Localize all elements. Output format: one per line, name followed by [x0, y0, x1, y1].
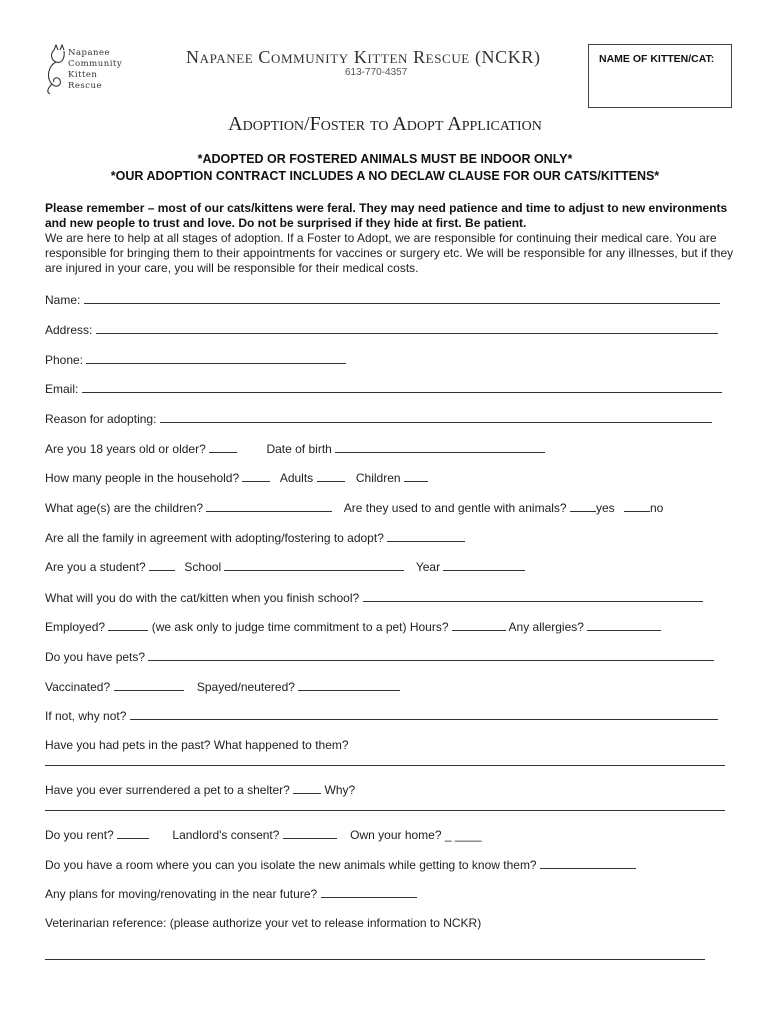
- logo-line: Rescue: [68, 81, 103, 91]
- vaccinated-label: Vaccinated?: [45, 680, 111, 694]
- why-not-field[interactable]: [45, 708, 718, 723]
- finish-school-line[interactable]: [363, 590, 703, 602]
- name-label: Name:: [45, 293, 81, 307]
- cat-logo-icon: [40, 44, 70, 96]
- landlord-line[interactable]: [283, 827, 337, 839]
- student-line[interactable]: [149, 559, 175, 571]
- children-ages-line[interactable]: [206, 500, 332, 512]
- household-row: [45, 470, 428, 485]
- finish-school-field[interactable]: [45, 590, 703, 605]
- isolate-field[interactable]: [45, 857, 636, 872]
- kitten-name-label: NAME OF KITTEN/CAT:: [599, 53, 715, 65]
- housing-row: [45, 827, 482, 842]
- gentle-label: Are they used to and gentle with animals?: [343, 501, 567, 515]
- children-ages-label: What age(s) are the children?: [45, 501, 204, 515]
- allergies-line[interactable]: [587, 619, 661, 631]
- moving-line[interactable]: [321, 886, 417, 898]
- reason-field[interactable]: [45, 411, 712, 426]
- have-pets-label: Do you have pets?: [45, 650, 146, 664]
- why-not-label: If not, why not?: [45, 709, 127, 723]
- no-line-ext[interactable]: [624, 500, 650, 512]
- pet-health-row: [45, 679, 400, 694]
- dob-line[interactable]: [335, 441, 545, 453]
- year-label: Year: [415, 560, 441, 574]
- hours-label: (we ask only to judge time commitment to a pet) Hours?: [151, 620, 449, 634]
- adults-line[interactable]: [317, 470, 345, 482]
- age18-label: Are you 18 years old or older?: [45, 442, 206, 456]
- name-line[interactable]: [84, 292, 720, 304]
- rent-line[interactable]: [117, 827, 149, 839]
- family-agree-line[interactable]: [387, 530, 465, 542]
- children-line[interactable]: [404, 470, 428, 482]
- why-label: Why?: [324, 783, 356, 797]
- page-title: Adoption/Foster to Adopt Application: [228, 113, 542, 135]
- nckr-logo: [40, 44, 140, 94]
- school-label: School: [184, 560, 222, 574]
- indoor-notice: *ADOPTED OR FOSTERED ANIMALS MUST BE INDOOR ONLY*: [197, 152, 573, 166]
- have-pets-line[interactable]: [148, 649, 714, 661]
- own-home-label: Own your home?: [350, 828, 442, 842]
- school-line[interactable]: [224, 559, 404, 571]
- intro-normal: We are here to help at all stages of adoption. If a Foster to Adopt, we are responsible for continuing their medical care. You are responsible for bringing them to their appointments for vaccines or surgery etc. We will be responsible for any illnesses, but if they are injured in your care, you will be responsible for their medical costs.: [45, 231, 734, 275]
- hours-line[interactable]: [452, 619, 506, 631]
- phone-field[interactable]: [45, 352, 346, 367]
- student-label: Are you a student?: [45, 560, 146, 574]
- past-pets-line[interactable]: [45, 765, 725, 766]
- past-pets-label: Have you had pets in the past? What happened to them?: [45, 738, 349, 752]
- children-label: Children: [355, 471, 401, 485]
- reason-line[interactable]: [160, 411, 712, 423]
- spayed-line[interactable]: [298, 679, 400, 691]
- household-label: How many people in the household?: [45, 471, 240, 485]
- allergies-label: Any allergies?: [508, 620, 584, 634]
- email-field[interactable]: [45, 381, 722, 396]
- yes-line[interactable]: [570, 500, 596, 512]
- address-line[interactable]: [96, 322, 718, 334]
- surrendered-row: [45, 782, 355, 797]
- employed-row: [45, 619, 661, 634]
- intro-paragraph: [45, 201, 735, 276]
- children-ages-row: [45, 500, 663, 515]
- logo-line: Napanee: [68, 48, 111, 58]
- phone-line[interactable]: [86, 352, 346, 364]
- isolate-line[interactable]: [540, 857, 636, 869]
- email-label: Email:: [45, 382, 79, 396]
- why-not-line[interactable]: [130, 708, 718, 720]
- intro-bold: Please remember – most of our cats/kittens were feral. They may need patience and time to adjust to new environments and new people to trust and love. Do not be surprised if they hide at first. Be patient.: [45, 201, 728, 230]
- logo-text: [68, 48, 122, 92]
- landlord-label: Landlord's consent?: [172, 828, 280, 842]
- family-agree-field[interactable]: [45, 530, 465, 545]
- year-line[interactable]: [443, 559, 525, 571]
- have-pets-field[interactable]: [45, 649, 714, 664]
- employed-line[interactable]: [108, 619, 148, 631]
- age18-line[interactable]: [209, 441, 237, 453]
- logo-line: Community: [68, 59, 123, 69]
- surrendered-why-line[interactable]: [45, 810, 725, 811]
- rent-label: Do you rent?: [45, 828, 114, 842]
- vet-reference-line[interactable]: [45, 959, 705, 960]
- surrendered-line[interactable]: [293, 782, 321, 794]
- finish-school-label: What will you do with the cat/kitten when you finish school?: [45, 591, 360, 605]
- vaccinated-line[interactable]: [114, 679, 184, 691]
- dob-label: Date of birth: [266, 442, 332, 456]
- email-line[interactable]: [82, 381, 722, 393]
- moving-field[interactable]: [45, 886, 417, 901]
- address-label: Address:: [45, 323, 93, 337]
- spayed-label: Spayed/neutered?: [196, 680, 295, 694]
- no-label: no: [649, 501, 664, 515]
- address-field[interactable]: [45, 322, 718, 337]
- yes-label: yes: [595, 501, 615, 515]
- moving-label: Any plans for moving/renovating in the near future?: [45, 887, 318, 901]
- employed-label: Employed?: [45, 620, 106, 634]
- household-line[interactable]: [242, 470, 270, 482]
- surrendered-label: Have you ever surrendered a pet to a shelter?: [45, 783, 290, 797]
- adults-label: Adults: [279, 471, 314, 485]
- family-agree-label: Are all the family in agreement with adopting/fostering to adopt?: [45, 531, 384, 545]
- age-row: [45, 441, 545, 456]
- kitten-name-box[interactable]: [588, 44, 732, 108]
- student-row: [45, 559, 525, 574]
- org-name: Napanee Community Kitten Rescue (NCKR): [186, 47, 541, 67]
- reason-label: Reason for adopting:: [45, 412, 157, 426]
- own-home-line[interactable]: _ ____: [444, 828, 482, 842]
- org-phone: 613-770-4357: [345, 67, 408, 78]
- isolate-label: Do you have a room where you can you isolate the new animals while getting to know them?: [45, 858, 537, 872]
- phone-label: Phone:: [45, 353, 84, 367]
- name-field[interactable]: [45, 292, 720, 307]
- logo-line: Kitten: [68, 70, 98, 80]
- vet-label: Veterinarian reference: (please authorize your vet to release information to NCKR): [45, 916, 482, 930]
- declaw-notice: *OUR ADOPTION CONTRACT INCLUDES A NO DECLAW CLAUSE FOR OUR CATS/KITTENS*: [110, 169, 660, 183]
